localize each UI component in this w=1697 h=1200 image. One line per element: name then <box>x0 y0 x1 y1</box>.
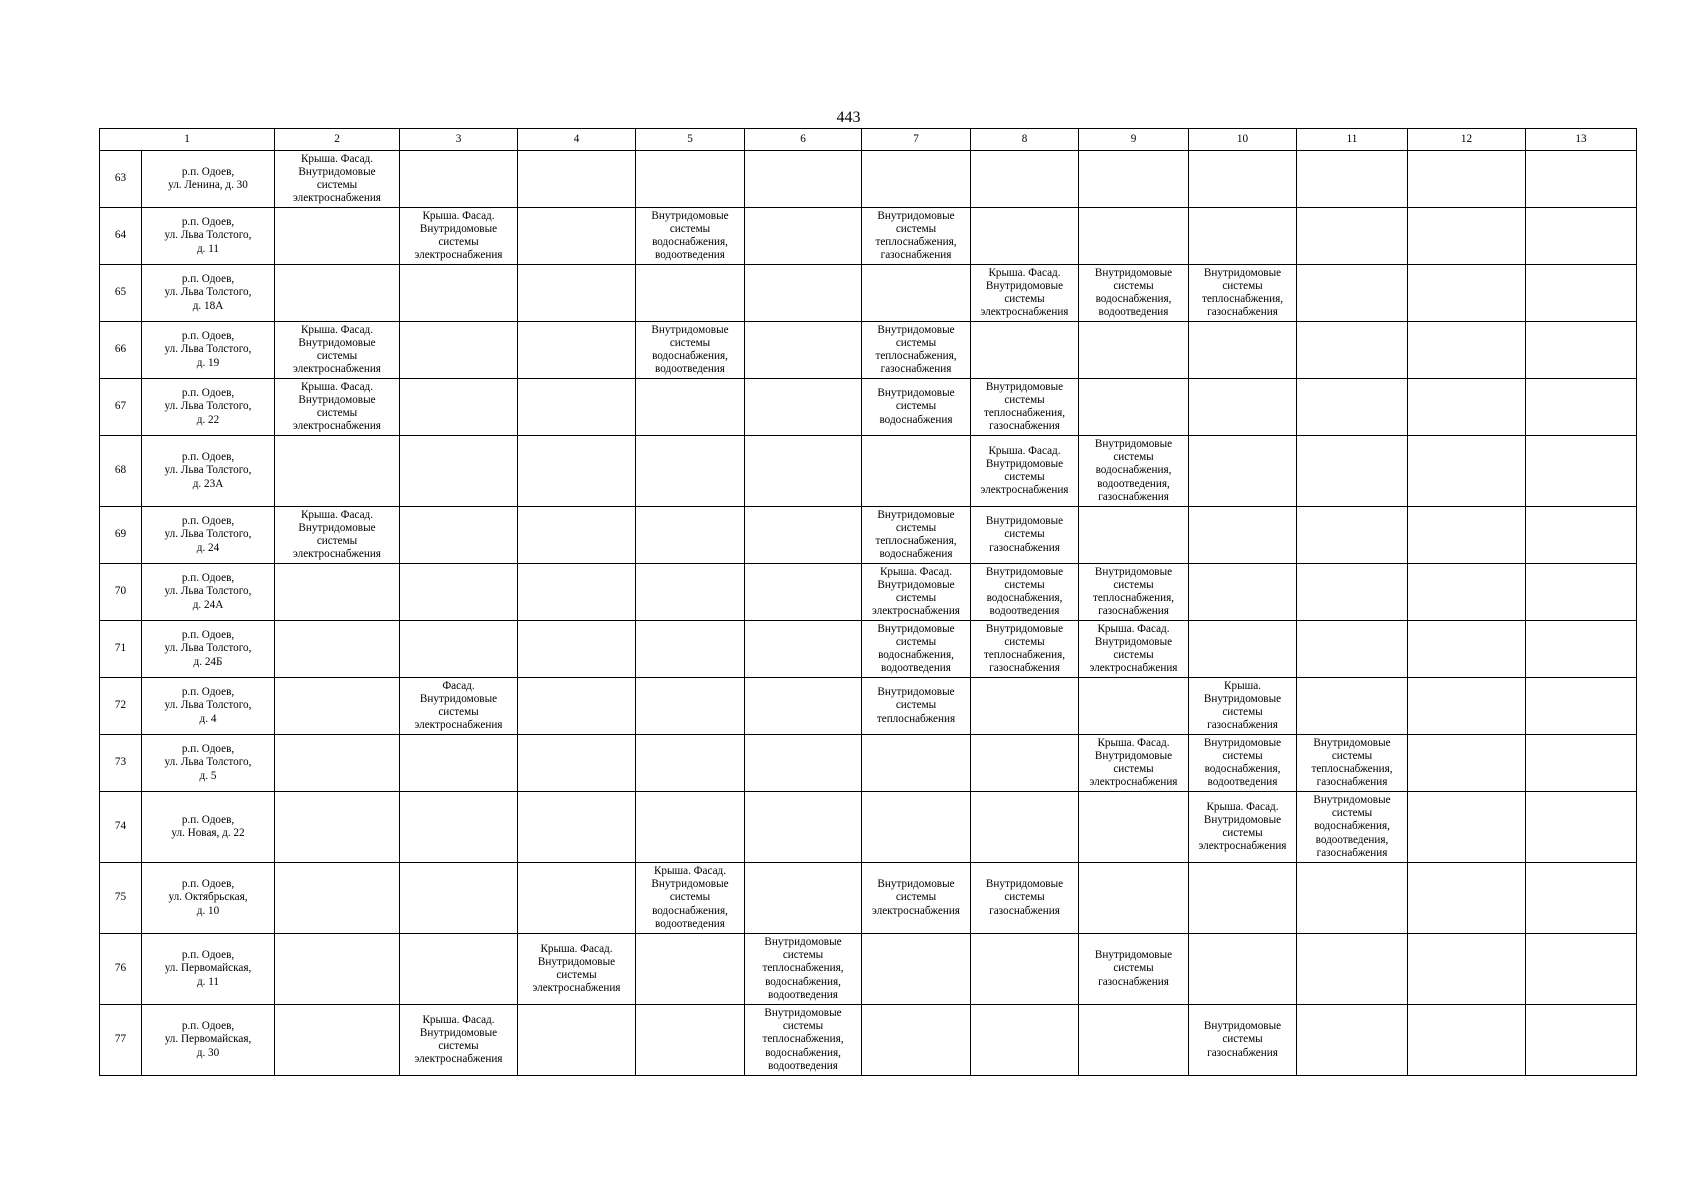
work-cell-col-13 <box>1526 863 1637 934</box>
work-cell-col-6: Внутридомовые системы теплоснабжения, водоснабжения, водоотведения <box>745 934 862 1005</box>
header-cell: 8 <box>971 129 1079 151</box>
work-cell-col-11 <box>1297 436 1408 507</box>
table-row <box>100 265 1637 322</box>
work-cell-col-13 <box>1526 934 1637 1005</box>
row-number-cell: 65 <box>100 265 142 322</box>
work-cell-col-12 <box>1408 735 1526 792</box>
address-cell: р.п. Одоев, ул. Первомайская, д. 11 <box>142 934 275 1005</box>
work-cell-col-7: Внутридомовые системы теплоснабжения, газоснабжения <box>862 322 971 379</box>
work-cell-col-7 <box>862 792 971 863</box>
header-cell: 4 <box>518 129 636 151</box>
address-cell: р.п. Одоев, ул. Льва Толстого, д. 19 <box>142 322 275 379</box>
work-cell-col-2 <box>275 934 400 1005</box>
address-cell: р.п. Одоев, ул. Льва Толстого, д. 23А <box>142 436 275 507</box>
work-cell-col-4 <box>518 265 636 322</box>
work-cell-col-12 <box>1408 507 1526 564</box>
address-cell: р.п. Одоев, ул. Первомайская, д. 30 <box>142 1005 275 1076</box>
work-cell-col-2 <box>275 621 400 678</box>
work-cell-col-11 <box>1297 151 1408 208</box>
work-cell-col-6 <box>745 265 862 322</box>
work-cell-col-12 <box>1408 436 1526 507</box>
work-cell-col-3 <box>400 863 518 934</box>
work-cell-col-5: Внутридомовые системы водоснабжения, водоотведения <box>636 322 745 379</box>
table-row <box>100 507 1637 564</box>
row-number-cell: 70 <box>100 564 142 621</box>
work-cell-col-10: Крыша. Фасад. Внутридомовые системы электроснабжения <box>1189 792 1297 863</box>
work-cell-col-5 <box>636 151 745 208</box>
work-cell-col-7: Внутридомовые системы водоснабжения <box>862 379 971 436</box>
work-cell-col-13 <box>1526 208 1637 265</box>
work-cell-col-5 <box>636 265 745 322</box>
work-cell-col-5 <box>636 621 745 678</box>
work-cell-col-9: Внутридомовые системы водоснабжения, водоотведения, газоснабжения <box>1079 436 1189 507</box>
work-cell-col-13 <box>1526 735 1637 792</box>
work-cell-col-8 <box>971 678 1079 735</box>
work-cell-col-7 <box>862 1005 971 1076</box>
work-cell-col-2 <box>275 265 400 322</box>
work-cell-col-10 <box>1189 379 1297 436</box>
header-cell: 7 <box>862 129 971 151</box>
work-cell-col-9 <box>1079 678 1189 735</box>
work-cell-col-10: Внутридомовые системы теплоснабжения, газоснабжения <box>1189 265 1297 322</box>
work-cell-col-2 <box>275 564 400 621</box>
work-cell-col-10 <box>1189 621 1297 678</box>
work-cell-col-10: Внутридомовые системы водоснабжения, водоотведения <box>1189 735 1297 792</box>
address-cell: р.п. Одоев, ул. Льва Толстого, д. 22 <box>142 379 275 436</box>
work-cell-col-3 <box>400 792 518 863</box>
work-cell-col-12 <box>1408 208 1526 265</box>
table-row <box>100 621 1637 678</box>
work-cell-col-12 <box>1408 322 1526 379</box>
work-cell-col-2 <box>275 208 400 265</box>
work-cell-col-3 <box>400 564 518 621</box>
work-cell-col-4 <box>518 322 636 379</box>
work-cell-col-8 <box>971 792 1079 863</box>
work-cell-col-2 <box>275 792 400 863</box>
work-cell-col-2 <box>275 863 400 934</box>
work-cell-col-8 <box>971 208 1079 265</box>
work-cell-col-3 <box>400 436 518 507</box>
row-number-cell: 66 <box>100 322 142 379</box>
work-cell-col-12 <box>1408 151 1526 208</box>
row-number-cell: 63 <box>100 151 142 208</box>
table-row <box>100 322 1637 379</box>
work-cell-col-8 <box>971 322 1079 379</box>
work-cell-col-11 <box>1297 379 1408 436</box>
work-cell-col-9: Внутридомовые системы водоснабжения, водоотведения <box>1079 265 1189 322</box>
work-cell-col-10 <box>1189 934 1297 1005</box>
work-cell-col-10 <box>1189 564 1297 621</box>
table-row <box>100 436 1637 507</box>
header-cell: 9 <box>1079 129 1189 151</box>
work-cell-col-5 <box>636 1005 745 1076</box>
work-cell-col-7 <box>862 436 971 507</box>
header-cell: 5 <box>636 129 745 151</box>
work-cell-col-10: Внутридомовые системы газоснабжения <box>1189 1005 1297 1076</box>
work-cell-col-10 <box>1189 208 1297 265</box>
table-row <box>100 678 1637 735</box>
work-cell-col-2: Крыша. Фасад. Внутридомовые системы электроснабжения <box>275 151 400 208</box>
work-cell-col-4 <box>518 735 636 792</box>
work-cell-col-2 <box>275 1005 400 1076</box>
work-cell-col-5 <box>636 792 745 863</box>
row-number-cell: 76 <box>100 934 142 1005</box>
work-cell-col-4 <box>518 507 636 564</box>
work-cell-col-4 <box>518 564 636 621</box>
work-cell-col-11 <box>1297 208 1408 265</box>
work-cell-col-5 <box>636 564 745 621</box>
work-cell-col-13 <box>1526 322 1637 379</box>
work-cell-col-10 <box>1189 322 1297 379</box>
table-row <box>100 1005 1637 1076</box>
work-cell-col-9: Внутридомовые системы теплоснабжения, газоснабжения <box>1079 564 1189 621</box>
work-cell-col-9 <box>1079 1005 1189 1076</box>
header-cell: 12 <box>1408 129 1526 151</box>
work-cell-col-12 <box>1408 678 1526 735</box>
address-cell: р.п. Одоев, ул. Льва Толстого, д. 11 <box>142 208 275 265</box>
work-cell-col-4 <box>518 863 636 934</box>
work-cell-col-6 <box>745 151 862 208</box>
table-row <box>100 863 1637 934</box>
work-cell-col-10 <box>1189 507 1297 564</box>
work-cell-col-5 <box>636 379 745 436</box>
work-cell-col-9 <box>1079 863 1189 934</box>
work-cell-col-5 <box>636 678 745 735</box>
work-cell-col-7 <box>862 265 971 322</box>
work-cell-col-4 <box>518 792 636 863</box>
work-cell-col-11: Внутридомовые системы водоснабжения, водоотведения, газоснабжения <box>1297 792 1408 863</box>
work-cell-col-7: Внутридомовые системы теплоснабжения, газоснабжения <box>862 208 971 265</box>
work-cell-col-11 <box>1297 564 1408 621</box>
work-cell-col-4 <box>518 436 636 507</box>
work-cell-col-10 <box>1189 151 1297 208</box>
work-cell-col-12 <box>1408 863 1526 934</box>
work-cell-col-2: Крыша. Фасад. Внутридомовые системы электроснабжения <box>275 322 400 379</box>
work-cell-col-6 <box>745 379 862 436</box>
work-cell-col-13 <box>1526 436 1637 507</box>
work-cell-col-12 <box>1408 1005 1526 1076</box>
header-cell: 13 <box>1526 129 1637 151</box>
work-cell-col-9 <box>1079 151 1189 208</box>
work-cell-col-8 <box>971 1005 1079 1076</box>
work-cell-col-10: Крыша. Внутридомовые системы газоснабжения <box>1189 678 1297 735</box>
row-number-cell: 75 <box>100 863 142 934</box>
work-cell-col-10 <box>1189 863 1297 934</box>
work-cell-col-11 <box>1297 265 1408 322</box>
work-cell-col-3 <box>400 934 518 1005</box>
address-cell: р.п. Одоев, ул. Льва Толстого, д. 4 <box>142 678 275 735</box>
header-cell: 10 <box>1189 129 1297 151</box>
row-number-cell: 74 <box>100 792 142 863</box>
work-cell-col-7: Внутридомовые системы теплоснабжения, водоснабжения <box>862 507 971 564</box>
address-cell: р.п. Одоев, ул. Ленина, д. 30 <box>142 151 275 208</box>
table-row <box>100 934 1637 1005</box>
row-number-cell: 73 <box>100 735 142 792</box>
work-cell-col-6 <box>745 322 862 379</box>
address-cell: р.п. Одоев, ул. Льва Толстого, д. 24 <box>142 507 275 564</box>
work-cell-col-2 <box>275 436 400 507</box>
work-cell-col-8: Крыша. Фасад. Внутридомовые системы электроснабжения <box>971 265 1079 322</box>
row-number-cell: 71 <box>100 621 142 678</box>
work-cell-col-3: Крыша. Фасад. Внутридомовые системы электроснабжения <box>400 1005 518 1076</box>
work-cell-col-8 <box>971 735 1079 792</box>
work-cell-col-7: Крыша. Фасад. Внутридомовые системы электроснабжения <box>862 564 971 621</box>
work-cell-col-7 <box>862 735 971 792</box>
work-cell-col-7: Внутридомовые системы электроснабжения <box>862 863 971 934</box>
work-cell-col-5 <box>636 735 745 792</box>
header-cell: 3 <box>400 129 518 151</box>
work-cell-col-13 <box>1526 151 1637 208</box>
work-cell-col-8: Внутридомовые системы теплоснабжения, газоснабжения <box>971 379 1079 436</box>
work-cell-col-6 <box>745 621 862 678</box>
table-row <box>100 564 1637 621</box>
work-cell-col-4 <box>518 621 636 678</box>
table-row <box>100 735 1637 792</box>
work-cell-col-11: Внутридомовые системы теплоснабжения, газоснабжения <box>1297 735 1408 792</box>
work-cell-col-4 <box>518 678 636 735</box>
table-row <box>100 792 1637 863</box>
work-cell-col-9 <box>1079 507 1189 564</box>
work-cell-col-3 <box>400 735 518 792</box>
work-cell-col-4 <box>518 151 636 208</box>
work-cell-col-8: Внутридомовые системы теплоснабжения, газоснабжения <box>971 621 1079 678</box>
address-cell: р.п. Одоев, ул. Льва Толстого, д. 24А <box>142 564 275 621</box>
work-cell-col-2: Крыша. Фасад. Внутридомовые системы электроснабжения <box>275 507 400 564</box>
work-cell-col-13 <box>1526 621 1637 678</box>
work-cell-col-7: Внутридомовые системы теплоснабжения <box>862 678 971 735</box>
header-cell: 1 <box>100 129 275 151</box>
work-cell-col-7: Внутридомовые системы водоснабжения, водоотведения <box>862 621 971 678</box>
work-cell-col-8: Внутридомовые системы газоснабжения <box>971 863 1079 934</box>
row-number-cell: 64 <box>100 208 142 265</box>
work-cell-col-11 <box>1297 863 1408 934</box>
work-cell-col-13 <box>1526 507 1637 564</box>
work-cell-col-5 <box>636 507 745 564</box>
address-cell: р.п. Одоев, ул. Новая, д. 22 <box>142 792 275 863</box>
row-number-cell: 67 <box>100 379 142 436</box>
work-cell-col-9 <box>1079 792 1189 863</box>
work-cell-col-7 <box>862 151 971 208</box>
work-cell-col-6 <box>745 678 862 735</box>
work-cell-col-6 <box>745 735 862 792</box>
header-cell: 2 <box>275 129 400 151</box>
work-cell-col-3 <box>400 507 518 564</box>
work-cell-col-12 <box>1408 564 1526 621</box>
work-cell-col-7 <box>862 934 971 1005</box>
work-cell-col-12 <box>1408 792 1526 863</box>
work-cell-col-6: Внутридомовые системы теплоснабжения, водоснабжения, водоотведения <box>745 1005 862 1076</box>
work-cell-col-13 <box>1526 1005 1637 1076</box>
work-cell-col-13 <box>1526 564 1637 621</box>
work-cell-col-13 <box>1526 678 1637 735</box>
work-cell-col-5 <box>636 436 745 507</box>
work-cell-col-3: Фасад. Внутридомовые системы электроснабжения <box>400 678 518 735</box>
work-cell-col-8: Крыша. Фасад. Внутридомовые системы электроснабжения <box>971 436 1079 507</box>
work-cell-col-3 <box>400 265 518 322</box>
row-number-cell: 77 <box>100 1005 142 1076</box>
work-cell-col-4 <box>518 379 636 436</box>
work-cell-col-11 <box>1297 507 1408 564</box>
work-cell-col-13 <box>1526 792 1637 863</box>
work-cell-col-3 <box>400 322 518 379</box>
address-cell: р.п. Одоев, ул. Льва Толстого, д. 5 <box>142 735 275 792</box>
work-cell-col-8 <box>971 934 1079 1005</box>
work-cell-col-11 <box>1297 934 1408 1005</box>
header-cell: 6 <box>745 129 862 151</box>
work-cell-col-6 <box>745 208 862 265</box>
work-cell-col-8: Внутридомовые системы газоснабжения <box>971 507 1079 564</box>
work-cell-col-11 <box>1297 1005 1408 1076</box>
work-cell-col-12 <box>1408 621 1526 678</box>
repair-schedule-table <box>99 128 1637 1076</box>
row-number-cell: 72 <box>100 678 142 735</box>
header-row <box>100 129 1637 151</box>
address-cell: р.п. Одоев, ул. Льва Толстого, д. 24Б <box>142 621 275 678</box>
work-cell-col-9 <box>1079 379 1189 436</box>
work-cell-col-6 <box>745 863 862 934</box>
work-cell-col-10 <box>1189 436 1297 507</box>
work-cell-col-11 <box>1297 678 1408 735</box>
work-cell-col-9 <box>1079 322 1189 379</box>
page-number: 443 <box>836 109 861 126</box>
work-cell-col-11 <box>1297 621 1408 678</box>
work-cell-col-5: Внутридомовые системы водоснабжения, водоотведения <box>636 208 745 265</box>
work-cell-col-8: Внутридомовые системы водоснабжения, водоотведения <box>971 564 1079 621</box>
work-cell-col-2 <box>275 678 400 735</box>
work-cell-col-9: Внутридомовые системы газоснабжения <box>1079 934 1189 1005</box>
work-cell-col-2: Крыша. Фасад. Внутридомовые системы электроснабжения <box>275 379 400 436</box>
work-cell-col-4 <box>518 208 636 265</box>
work-cell-col-13 <box>1526 265 1637 322</box>
row-number-cell: 68 <box>100 436 142 507</box>
work-cell-col-9 <box>1079 208 1189 265</box>
work-cell-col-4 <box>518 1005 636 1076</box>
address-cell: р.п. Одоев, ул. Льва Толстого, д. 18А <box>142 265 275 322</box>
work-cell-col-12 <box>1408 934 1526 1005</box>
table-row <box>100 379 1637 436</box>
work-cell-col-5 <box>636 934 745 1005</box>
work-cell-col-3 <box>400 151 518 208</box>
work-cell-col-6 <box>745 564 862 621</box>
work-cell-col-5: Крыша. Фасад. Внутридомовые системы водоснабжения, водоотведения <box>636 863 745 934</box>
work-cell-col-11 <box>1297 322 1408 379</box>
work-cell-col-12 <box>1408 265 1526 322</box>
work-cell-col-6 <box>745 507 862 564</box>
work-cell-col-6 <box>745 792 862 863</box>
address-cell: р.п. Одоев, ул. Октябрьская, д. 10 <box>142 863 275 934</box>
work-cell-col-13 <box>1526 379 1637 436</box>
work-cell-col-4: Крыша. Фасад. Внутридомовые системы электроснабжения <box>518 934 636 1005</box>
row-number-cell: 69 <box>100 507 142 564</box>
work-cell-col-3 <box>400 379 518 436</box>
header-cell: 11 <box>1297 129 1408 151</box>
work-cell-col-9: Крыша. Фасад. Внутридомовые системы электроснабжения <box>1079 735 1189 792</box>
work-cell-col-8 <box>971 151 1079 208</box>
table-row <box>100 151 1637 208</box>
work-cell-col-3 <box>400 621 518 678</box>
table-row <box>100 208 1637 265</box>
work-cell-col-12 <box>1408 379 1526 436</box>
work-cell-col-6 <box>745 436 862 507</box>
work-cell-col-9: Крыша. Фасад. Внутридомовые системы электроснабжения <box>1079 621 1189 678</box>
work-cell-col-2 <box>275 735 400 792</box>
work-cell-col-3: Крыша. Фасад. Внутридомовые системы электроснабжения <box>400 208 518 265</box>
